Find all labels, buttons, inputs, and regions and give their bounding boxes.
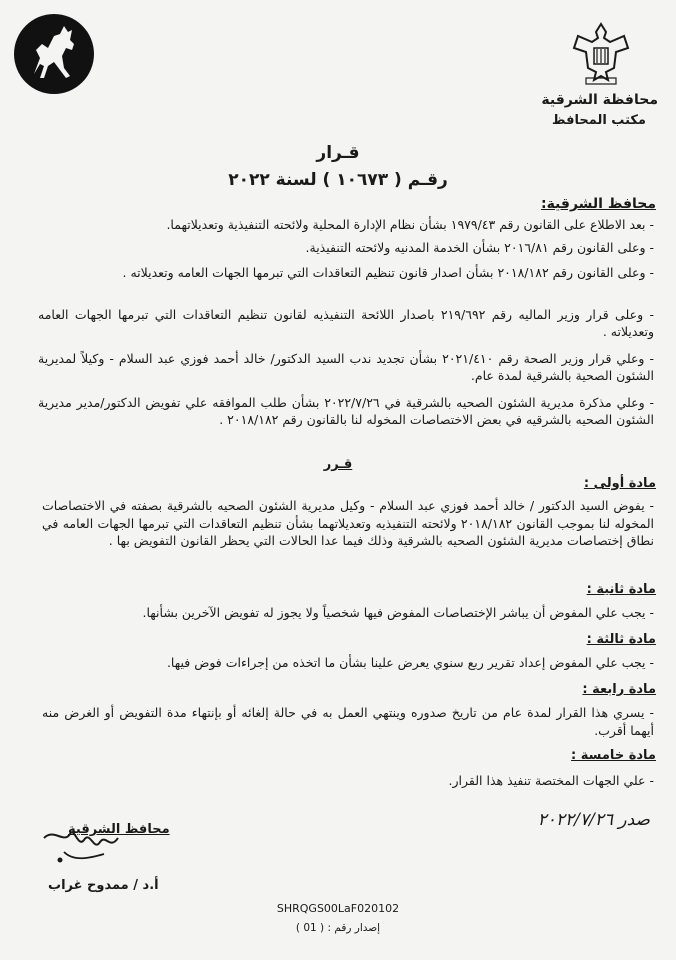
recital-4: - وعلى قرار وزير الماليه رقم ٢١٩/٦٩٢ باصدار اللائحة التنفيذيه لقانون تنظيم التعاقدات التي تبرمها الجهات العامه وتعديلاته . — [38, 307, 654, 339]
article-3-heading: مادة ثالثة : — [586, 632, 656, 647]
article-1-text: - يفوض السيد الدكتور / خالد أحمد فوزي عبد السلام - وكيل مديرية الشئون الصحيه بالشرقية بصفته في الاختصاصات المخوله لنا بموجب القانون ٢٠١٨/١٨٢ ولائحته التنفيذيه وتعديلاتهما بشأن تنظيم التعاقدات التي تبرمها الجهات العامه في نطاق إختصاصات مديرية الشئون الصحيه بالشرقية وذلك فيما عدا الحالات التي يحظر القانون التفويض بها . — [42, 498, 654, 548]
article-5-text: - علي الجهات المختصة تنفيذ هذا القرار. — [448, 773, 654, 788]
handwritten-signature-icon — [34, 808, 134, 880]
decree-title: قـرار — [316, 143, 360, 163]
article-2-text: - يجب علي المفوض أن يباشر الإختصاصات المفوض فيها شخصياً ولا يجوز له تفويض الآخرين بشأنها. — [142, 605, 654, 620]
recital-3: - وعلى القانون رقم ٢٠١٨/١٨٢ بشأن اصدار قانون تنظيم التعاقدات التي تبرمها الجهات العامه وتعديلاته . — [122, 265, 654, 280]
recital-6: - وعلي مذكرة مديرية الشئون الصحيه بالشرقية في ٢٠٢٢/٧/٢٦ بشأن طلب الموافقه علي تفويض الدكتور/مدير مديرية الشئون الصحيه بالشرقيه في بعض الاختصاصات المخوله لنا بالقانون رقم ٢٠١٨/١٨٢ . — [38, 395, 654, 427]
recital-5: - وعلي قرار وزير الصحة رقم ٢٠٢١/٤١٠ بشأن تجديد ندب السيد الدكتور/ خالد أحمد فوزي عبد السلام - وكيلاً لمديرية الشئون الصحية بالشرقية لمدة عام. — [38, 351, 654, 383]
egypt-eagle-emblem-icon — [566, 18, 636, 88]
recital-1: - بعد الاطلاع على القانون رقم ١٩٧٩/٤٣ بشأن نظام الإدارة المحلية ولائحته التنفيذية وتعديلاتهما. — [166, 217, 654, 232]
governorate-name: محافظة الشرقية — [541, 92, 658, 108]
signatory-name: أ.د / ممدوح غراب — [48, 878, 159, 893]
issued-date-text: صدر ٢٠٢٢/٧/٢٦ — [537, 810, 650, 830]
decides-heading: قـرر — [323, 457, 353, 472]
document-version: إصدار رقم : ( 01 ) — [295, 922, 381, 934]
document-code: SHRQGS00LaF020102 — [276, 902, 400, 915]
issued-date-handwritten — [460, 810, 650, 844]
article-2-heading: مادة ثانية : — [586, 582, 656, 597]
article-5-heading: مادة خامسة : — [571, 748, 656, 763]
signatory-title: محافظ الشرقية — [68, 822, 170, 837]
article-4-heading: مادة رابعة : — [582, 682, 656, 697]
article-3-text: - يجب علي المفوض إعداد تقرير ربع سنوي يعرض علينا بشأن ما اتخذه من إجراءات فوض فيها. — [166, 655, 654, 670]
article-1-heading: مادة أولى : — [583, 476, 656, 491]
governorate-horse-logo-icon — [14, 14, 94, 94]
recital-2: - وعلى القانون رقم ٢٠١٦/٨١ بشأن الخدمة المدنيه ولائحته التنفيذية. — [305, 240, 654, 255]
issuer-heading: محافظ الشرقية: — [540, 196, 656, 212]
article-4-text: - يسري هذا القرار لمدة عام من تاريخ صدوره وينتهي العمل به في حالة إلغائه أو بإنتهاء مدة التفويض أو الغرض منه أيهما أقرب. — [42, 705, 654, 738]
decree-number: رقـم ( ١٠٦٧٣ ) لسنة ٢٠٢٢ — [228, 170, 448, 190]
governor-office: مكتب المحافظ — [552, 113, 646, 128]
